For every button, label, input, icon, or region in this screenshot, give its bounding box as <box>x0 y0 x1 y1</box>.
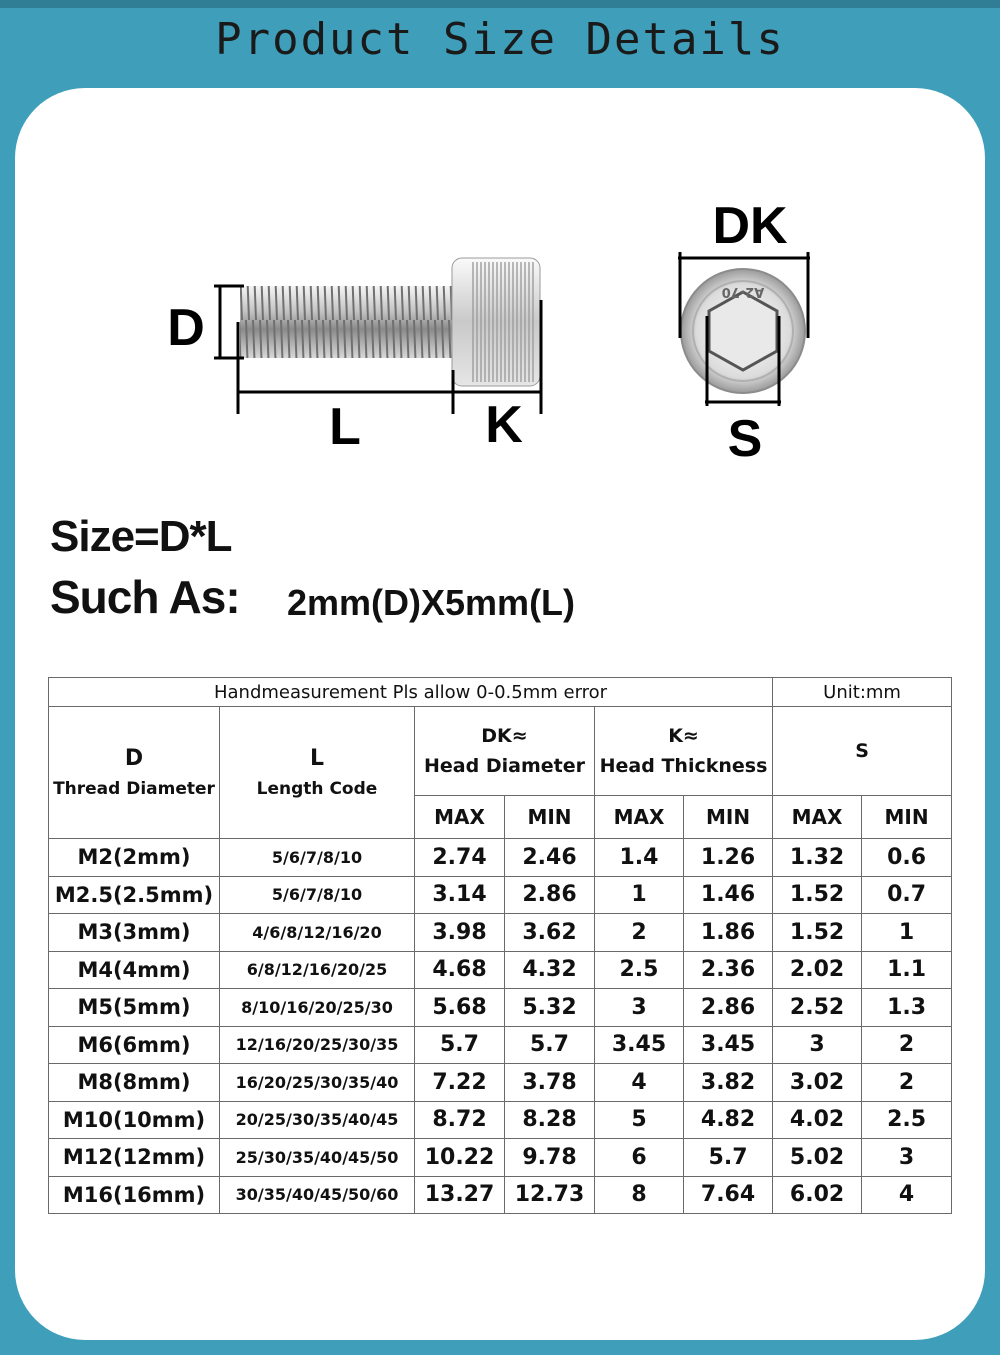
cell-dk-min: 2.86 <box>505 876 595 914</box>
table-note: Handmeasurement Pls allow 0-0.5mm error <box>49 678 773 707</box>
cell-s-min: 0.7 <box>862 876 952 914</box>
cell-k-min: 7.64 <box>684 1176 773 1214</box>
cell-d: M4(4mm) <box>49 951 220 989</box>
cell-s-max: 1.32 <box>773 839 862 877</box>
table-row <box>49 1139 952 1177</box>
cell-s-min: 2 <box>862 1064 952 1102</box>
cell-l: 8/10/16/20/25/30 <box>220 989 415 1027</box>
cell-d: M10(10mm) <box>49 1101 220 1139</box>
cell-dk-max: 3.98 <box>415 914 505 952</box>
label-l: L <box>329 398 361 456</box>
cell-k-min: 3.82 <box>684 1064 773 1102</box>
header-s <box>773 707 952 796</box>
cell-dk-min: 4.32 <box>505 951 595 989</box>
cell-d: M12(12mm) <box>49 1139 220 1177</box>
table-note-row <box>49 678 952 707</box>
header-dk <box>415 707 595 796</box>
label-dk: DK <box>712 197 788 255</box>
header-dk-subtitle: Head Diameter <box>424 755 585 777</box>
cell-s-min: 1.3 <box>862 989 952 1027</box>
cell-dk-min: 5.32 <box>505 989 595 1027</box>
cell-d: M2.5(2.5mm) <box>49 876 220 914</box>
cell-dk-min: 12.73 <box>505 1176 595 1214</box>
cell-dk-min: 5.7 <box>505 1026 595 1064</box>
header-k-subtitle: Head Thickness <box>599 755 768 777</box>
dk-max-label: MAX <box>415 796 505 839</box>
cell-s-max: 2.02 <box>773 951 862 989</box>
cell-k-max: 3.45 <box>595 1026 684 1064</box>
cell-s-max: 2.52 <box>773 989 862 1027</box>
cell-s-min: 4 <box>862 1176 952 1214</box>
screw-top-view <box>681 269 805 393</box>
cell-k-max: 2 <box>595 914 684 952</box>
table-row <box>49 839 952 877</box>
cell-dk-min: 2.46 <box>505 839 595 877</box>
k-min-label: MIN <box>684 796 773 839</box>
header-d-subtitle: Thread Diameter <box>53 779 215 799</box>
cell-d: M5(5mm) <box>49 989 220 1027</box>
table-row <box>49 876 952 914</box>
cell-d: M2(2mm) <box>49 839 220 877</box>
cell-k-max: 4 <box>595 1064 684 1102</box>
cell-l: 5/6/7/8/10 <box>220 876 415 914</box>
cell-dk-max: 2.74 <box>415 839 505 877</box>
table-unit: Unit:mm <box>773 678 952 707</box>
table-row <box>49 989 952 1027</box>
cell-dk-min: 8.28 <box>505 1101 595 1139</box>
cell-k-max: 8 <box>595 1176 684 1214</box>
page-title: Product Size Details <box>215 14 785 65</box>
cell-d: M8(8mm) <box>49 1064 220 1102</box>
cell-dk-max: 5.68 <box>415 989 505 1027</box>
cell-k-max: 3 <box>595 989 684 1027</box>
cell-dk-min: 3.78 <box>505 1064 595 1102</box>
cell-dk-max: 10.22 <box>415 1139 505 1177</box>
cell-k-min: 4.82 <box>684 1101 773 1139</box>
cell-k-min: 1.46 <box>684 876 773 914</box>
cell-s-min: 2 <box>862 1026 952 1064</box>
cell-k-min: 5.7 <box>684 1139 773 1177</box>
cell-s-min: 3 <box>862 1139 952 1177</box>
cell-l: 20/25/30/35/40/45 <box>220 1101 415 1139</box>
header-d-title: D <box>124 746 144 771</box>
cell-k-max: 5 <box>595 1101 684 1139</box>
cell-dk-max: 5.7 <box>415 1026 505 1064</box>
cell-l: 5/6/7/8/10 <box>220 839 415 877</box>
cell-l: 25/30/35/40/45/50 <box>220 1139 415 1177</box>
table-row <box>49 1026 952 1064</box>
header-l-title: L <box>309 746 325 771</box>
cell-s-min: 0.6 <box>862 839 952 877</box>
cell-s-max: 5.02 <box>773 1139 862 1177</box>
table-row <box>49 1101 952 1139</box>
cell-s-max: 4.02 <box>773 1101 862 1139</box>
header-l-subtitle: Length Code <box>256 779 378 799</box>
cell-l: 12/16/20/25/30/35 <box>220 1026 415 1064</box>
cell-s-max: 1.52 <box>773 914 862 952</box>
header-dk-title: DK≈ <box>481 725 528 747</box>
cell-l: 4/6/8/12/16/20 <box>220 914 415 952</box>
cell-k-max: 1 <box>595 876 684 914</box>
head-marking: A2-70 <box>721 284 765 299</box>
s-max-label: MAX <box>773 796 862 839</box>
header-l <box>220 707 415 839</box>
cell-s-min: 2.5 <box>862 1101 952 1139</box>
label-d: D <box>167 299 205 357</box>
cell-k-max: 2.5 <box>595 951 684 989</box>
cell-dk-max: 7.22 <box>415 1064 505 1102</box>
cell-s-max: 6.02 <box>773 1176 862 1214</box>
size-formula: Size=D*L <box>50 512 232 561</box>
cell-l: 30/35/40/45/50/60 <box>220 1176 415 1214</box>
cell-k-min: 2.36 <box>684 951 773 989</box>
table-row <box>49 1176 952 1214</box>
table-header-row <box>49 707 952 796</box>
cell-d: M6(6mm) <box>49 1026 220 1064</box>
header-k-title: K≈ <box>668 725 699 747</box>
cell-dk-max: 8.72 <box>415 1101 505 1139</box>
cell-s-max: 3.02 <box>773 1064 862 1102</box>
cell-k-min: 2.86 <box>684 989 773 1027</box>
cell-dk-max: 4.68 <box>415 951 505 989</box>
cell-s-max: 3 <box>773 1026 862 1064</box>
cell-d: M16(16mm) <box>49 1176 220 1214</box>
cell-s-max: 1.52 <box>773 876 862 914</box>
cell-l: 6/8/12/16/20/25 <box>220 951 415 989</box>
cell-s-min: 1 <box>862 914 952 952</box>
header-s-title: S <box>855 740 869 762</box>
cell-k-max: 6 <box>595 1139 684 1177</box>
cell-k-min: 1.86 <box>684 914 773 952</box>
cell-dk-max: 3.14 <box>415 876 505 914</box>
label-s: S <box>727 410 763 468</box>
example-value: 2mm(D)X5mm(L) <box>287 582 576 623</box>
cell-k-max: 1.4 <box>595 839 684 877</box>
screw-side-view <box>240 258 540 386</box>
k-max-label: MAX <box>595 796 684 839</box>
cell-l: 16/20/25/30/35/40 <box>220 1064 415 1102</box>
header-d <box>49 707 220 839</box>
label-k: K <box>485 396 523 454</box>
cell-dk-max: 13.27 <box>415 1176 505 1214</box>
size-spec-table <box>48 677 952 1214</box>
cell-k-min: 3.45 <box>684 1026 773 1064</box>
table-row <box>49 914 952 952</box>
header-k <box>595 707 773 796</box>
dk-min-label: MIN <box>505 796 595 839</box>
table-row <box>49 1064 952 1102</box>
cell-dk-min: 3.62 <box>505 914 595 952</box>
screw-diagram <box>0 0 1000 500</box>
s-min-label: MIN <box>862 796 952 839</box>
cell-dk-min: 9.78 <box>505 1139 595 1177</box>
example-label: Such As: <box>50 571 240 623</box>
cell-k-min: 1.26 <box>684 839 773 877</box>
cell-d: M3(3mm) <box>49 914 220 952</box>
cell-s-min: 1.1 <box>862 951 952 989</box>
table-row <box>49 951 952 989</box>
